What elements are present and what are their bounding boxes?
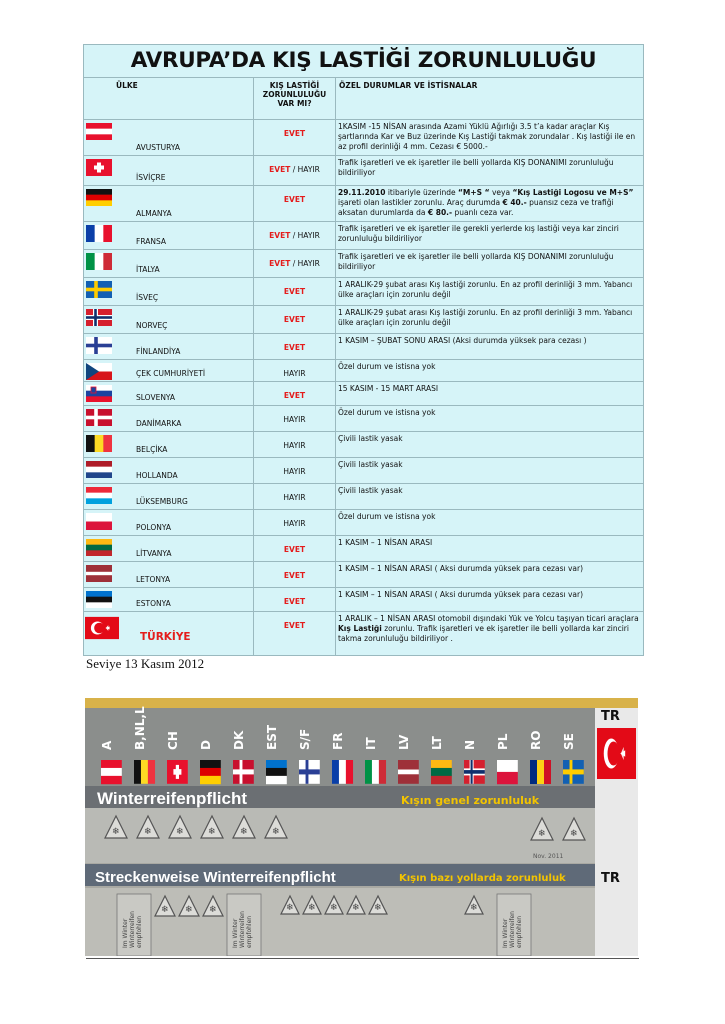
country-cell [84, 562, 254, 588]
flag-estonia-icon [86, 591, 112, 608]
requirement-value: EVET [283, 129, 306, 138]
poster-country-code: EST [265, 724, 279, 750]
table-row [84, 334, 644, 360]
poster-top-strip [85, 698, 638, 708]
country-cell [84, 222, 254, 250]
poster-snow-sign-flake: ❄ [470, 903, 478, 913]
requirement-value: HAYIR [283, 493, 306, 502]
requirement-value: EVET [283, 195, 306, 204]
header-required-line2: ZORUNLULUĞU [262, 90, 327, 99]
poster-snow-sign-flake: ❄ [112, 827, 120, 837]
country-name: SLOVENYA [136, 393, 176, 402]
revision-caption: Seviye 13 Kasım 2012 [86, 656, 205, 671]
requirement-value-alt: HAYIR [297, 231, 320, 240]
table-row [84, 250, 644, 278]
poster-snow-sign-flake: ❄ [570, 829, 578, 839]
poster-sign-text: Im Winter [502, 918, 509, 948]
country-cell [84, 588, 254, 612]
table-row [84, 536, 644, 562]
requirement-value: EVET [283, 545, 306, 554]
notes-cell: 1 ARALIK – 1 NİSAN ARASI otomobil dışındaki Yük ve Yolcu taşıyan ticari araçlara Kış Lastiği zorunlu. Trafik işaretleri ve ek işaretler ile belli yollarda kar zinciri takma zorunluluğu bildiriliyor . [336, 612, 644, 656]
table-row [84, 588, 644, 612]
country-cell [84, 186, 254, 222]
table-row [84, 510, 644, 536]
country-name: ALMANYA [136, 209, 172, 218]
requirement-cell [254, 458, 336, 484]
poster-flag-lithuania-icon [431, 760, 452, 784]
requirement-value: EVET [283, 597, 306, 606]
country-name: LİTVANYA [136, 549, 172, 558]
poster-sign-text: empfohlen [136, 915, 143, 948]
poster-snow-sign-flake: ❄ [352, 903, 360, 913]
poster-flag-italy-icon [365, 760, 386, 784]
poster-flag-france-icon [332, 760, 353, 784]
requirement-cell [254, 432, 336, 458]
poster-country-code: CH [166, 731, 180, 750]
table-row [84, 278, 644, 306]
country-cell [84, 510, 254, 536]
header-notes: ÖZEL DURUMLAR VE İSTİSNALAR [336, 78, 644, 120]
flag-finland-icon [86, 337, 112, 354]
poster-flag-switzerland-icon [167, 760, 188, 784]
notes-cell: Çivili lastik yasak [336, 484, 644, 510]
notes-cell: Özel durum ve istisna yok [336, 406, 644, 432]
poster-flag-turkey-icon [597, 728, 636, 779]
poster-flag-norway-icon [464, 760, 485, 784]
country-cell [84, 306, 254, 334]
poster-sign-text: Winterreifen [509, 911, 516, 948]
notes-cell: Çivili lastik yasak [336, 458, 644, 484]
requirement-cell [254, 510, 336, 536]
poster-country-code: SE [562, 733, 576, 750]
poster-flag-finland-icon [299, 760, 320, 784]
poster-sign-text: empfohlen [246, 915, 253, 948]
country-cell [84, 406, 254, 432]
header-country: ÜLKE [84, 78, 254, 120]
bottom-divider [86, 958, 639, 959]
poster-country-code: PL [496, 733, 510, 750]
requirement-cell [254, 562, 336, 588]
requirement-value: HAYIR [283, 467, 306, 476]
header-required-line1: KIŞ LASTİĞİ [269, 81, 320, 90]
poster-snow-sign-flake: ❄ [161, 905, 169, 915]
country-name: İSVİÇRE [136, 173, 166, 182]
country-name: İTALYA [136, 265, 160, 274]
requirement-value: EVET [283, 391, 306, 400]
poster-country-code: B,NL,L [133, 706, 147, 750]
poster-country-code: S/F [298, 728, 312, 750]
requirement-cell [254, 156, 336, 186]
poster-snow-sign-flake: ❄ [374, 903, 382, 913]
requirement-separator: / [290, 165, 298, 174]
country-name: DANİMARKA [136, 419, 182, 428]
notes-cell: 1 ARALIK-29 şubat arası Kış lastiği zorunlu. En az profil derinliği 3 mm. Yabancı ülke araçları için zorunlu değil [336, 306, 644, 334]
country-name: BELÇİKA [136, 445, 168, 454]
table-row [84, 458, 644, 484]
notes-cell: Özel durum ve istisna yok [336, 360, 644, 382]
poster-flag-latvia-icon [398, 760, 419, 784]
requirement-cell [254, 406, 336, 432]
requirement-cell [254, 588, 336, 612]
flag-lithuania-icon [86, 539, 112, 556]
notes-cell: 1 KASIM – ŞUBAT SONU ARASI (Aksi durumda yüksek para cezası ) [336, 334, 644, 360]
poster-country-code: N [463, 739, 477, 750]
poster-image [85, 698, 638, 956]
poster-country-code: FR [331, 732, 345, 750]
poster-snow-sign-flake: ❄ [185, 905, 193, 915]
requirement-value: EVET [269, 231, 291, 240]
poster-flag-germany-icon [200, 760, 221, 784]
country-name: LÜKSEMBURG [136, 497, 188, 506]
requirement-value: EVET [283, 343, 306, 352]
flag-slovenia-icon [86, 385, 112, 402]
notes-cell: Trafik işaretleri ve ek işaretler ile belli yollarda KIŞ DONANIMI zorunluluğu bildiriliyor [336, 156, 644, 186]
requirement-value: HAYIR [283, 441, 306, 450]
flag-turkey-icon [85, 616, 119, 640]
flag-czech-icon [86, 363, 112, 380]
flag-switzerland-icon [86, 159, 112, 176]
flag-netherlands-icon [86, 461, 112, 478]
notes-cell: 1 KASIM – 1 NİSAN ARASI ( Aksi durumda yüksek para cezası var) [336, 588, 644, 612]
poster-banner-2-tr: Kışın bazı yollarda zorunluluk [399, 873, 566, 884]
poster-flag-denmark-icon [233, 760, 254, 784]
poster-snow-sign-flake: ❄ [176, 827, 184, 837]
requirement-separator: / [290, 259, 298, 268]
requirement-value: EVET [283, 315, 306, 324]
table-row [84, 156, 644, 186]
poster-banner-2-text: Streckenweise Winterreifenpflicht [95, 869, 336, 886]
country-name: HOLLANDA [136, 471, 178, 480]
poster-country-code: IT [364, 737, 378, 750]
requirement-separator: / [290, 231, 298, 240]
requirement-cell [254, 222, 336, 250]
poster-country-code: LT [430, 736, 444, 750]
country-name: İSVEÇ [136, 293, 159, 302]
requirement-value: EVET [269, 259, 291, 268]
table-row [84, 186, 644, 222]
country-cell [84, 536, 254, 562]
requirement-cell [254, 484, 336, 510]
flag-sweden-icon [86, 281, 112, 298]
requirement-cell [254, 250, 336, 278]
poster-snow-sign-flake: ❄ [286, 903, 294, 913]
winter-tire-table [83, 44, 644, 656]
country-name: LETONYA [136, 575, 171, 584]
requirement-cell [254, 306, 336, 334]
country-cell [84, 278, 254, 306]
poster-snow-sign-flake: ❄ [272, 827, 280, 837]
flag-italy-icon [86, 253, 112, 270]
table-row [84, 222, 644, 250]
poster-tr-code-2: TR [601, 871, 620, 886]
poster-country-code: LV [397, 734, 411, 750]
table-row [84, 612, 644, 656]
country-name: ÇEK CUMHURİYETİ [136, 369, 206, 378]
flag-luxembourg-icon [86, 487, 112, 504]
notes-cell: 1 KASIM – 1 NİSAN ARASI ( Aksi durumda yüksek para cezası var) [336, 562, 644, 588]
poster-flag-poland-icon [497, 760, 518, 784]
poster-sign-text: Im Winter [232, 918, 239, 948]
poster-tr-code: TR [601, 709, 620, 724]
requirement-value: HAYIR [283, 415, 306, 424]
poster-snow-sign-flake: ❄ [144, 827, 152, 837]
poster-flag-romania-icon [530, 760, 551, 784]
poster-snow-field [85, 808, 595, 863]
poster-country-code: DK [232, 730, 246, 750]
requirement-value-alt: HAYIR [297, 165, 320, 174]
flag-germany-icon [86, 189, 112, 206]
notes-cell: 1 ARALIK-29 şubat arası Kış lastiği zorunlu. En az profil derinliği 3 mm. Yabancı ülke araçları için zorunlu değil [336, 278, 644, 306]
country-name: TÜRKİYE [140, 631, 191, 643]
poster-credit: Nov. 2011 [533, 853, 564, 860]
requirement-value: EVET [283, 287, 306, 296]
requirement-cell [254, 382, 336, 406]
country-cell [84, 458, 254, 484]
poster-country-code: D [199, 740, 213, 750]
notes-cell: Trafik işaretleri ve ek işaretler ile gerekli yerlerde kış lastiği veya kar zinciri zorunluluğu bildiriliyor [336, 222, 644, 250]
poster-flag-belgium-icon [134, 760, 155, 784]
requirement-value: EVET [283, 571, 306, 580]
country-name: POLONYA [136, 523, 171, 532]
table-row [84, 382, 644, 406]
header-required [254, 78, 336, 120]
notes-cell: 15 KASIM - 15 MART ARASI [336, 382, 644, 406]
poster-flag-estonia-icon [266, 760, 287, 784]
table-row [84, 562, 644, 588]
header-required-line3: VAR MI? [277, 99, 312, 108]
country-name: ESTONYA [136, 599, 171, 608]
poster-flag-sweden-icon [563, 760, 584, 784]
requirement-value: HAYIR [283, 519, 306, 528]
requirement-value: HAYIR [283, 369, 306, 378]
notes-cell: Çivili lastik yasak [336, 432, 644, 458]
country-cell [84, 382, 254, 406]
notes-cell: 1KASIM -15 NİSAN arasında Azami Yüklü Ağırlığı 3.5 t’a kadar araçlar Kış şartlarında Kar ve Buz üzerinde Kış Lastiği takmak zorundalar . Kış lastiği ile en az profil derinliği 4 mm. Cezası € 5000.- [336, 120, 644, 156]
table-row [84, 120, 644, 156]
flag-austria-icon [86, 123, 112, 140]
country-cell [84, 484, 254, 510]
poster-sign-text: Im Winter [122, 918, 129, 948]
poster-snow-sign-flake: ❄ [308, 903, 316, 913]
requirement-cell [254, 120, 336, 156]
requirement-cell [254, 278, 336, 306]
poster-sign-text: Winterreifen [239, 911, 246, 948]
table-row [84, 484, 644, 510]
poster-snow-sign-flake: ❄ [209, 905, 217, 915]
country-cell [84, 120, 254, 156]
notes-cell: 1 KASIM – 1 NİSAN ARASI [336, 536, 644, 562]
flag-poland-icon [86, 513, 112, 530]
country-name: FRANSA [136, 237, 166, 246]
flag-latvia-icon [86, 565, 112, 582]
table-row [84, 360, 644, 382]
country-name: FİNLANDİYA [136, 347, 181, 356]
document-title: AVRUPA’DA KIŞ LASTİĞİ ZORUNLULUĞU [84, 45, 644, 78]
requirement-cell [254, 334, 336, 360]
poster-sign-text: Winterreifen [129, 911, 136, 948]
notes-cell: 29.11.2010 itibariyle üzerinde “M+S “ veya “Kış Lastiği Logosu ve M+S” işareti olan lastikler zorunlu. Araç durumda € 40.- puansız ceza ve trafiği aksatan durumlarda da € 80.- puanlı ceza var. [336, 186, 644, 222]
notes-cell: Özel durum ve istisna yok [336, 510, 644, 536]
table-row [84, 306, 644, 334]
poster-snow-sign-flake: ❄ [538, 829, 546, 839]
requirement-value: EVET [269, 165, 291, 174]
notes-cell: Trafik işaretleri ve ek işaretler ile belli yollarda KIŞ DONANIMI zorunluluğu bildiriliyor [336, 250, 644, 278]
table-row [84, 406, 644, 432]
country-name: AVUSTURYA [136, 143, 180, 152]
country-name: NORVEÇ [136, 321, 168, 330]
poster-snow-sign-flake: ❄ [330, 903, 338, 913]
requirement-cell [254, 612, 336, 656]
requirement-value: EVET [283, 621, 306, 630]
flag-belgium-icon [86, 435, 112, 452]
country-cell [84, 360, 254, 382]
poster-banner-1-tr: Kışın genel zorunluluk [401, 794, 540, 807]
poster-country-code: RO [529, 730, 543, 750]
requirement-value-alt: HAYIR [297, 259, 320, 268]
table-row [84, 432, 644, 458]
poster-snow-sign-flake: ❄ [240, 827, 248, 837]
poster-banner-1-text: Winterreifenpflicht [97, 789, 248, 808]
requirement-cell [254, 360, 336, 382]
poster-country-code: A [100, 740, 114, 750]
country-cell [84, 432, 254, 458]
country-cell [84, 334, 254, 360]
poster-sign-text: empfohlen [516, 915, 523, 948]
poster-graphic [85, 698, 638, 956]
country-cell [84, 612, 254, 656]
flag-norway-icon [86, 309, 112, 326]
country-cell [84, 250, 254, 278]
poster-flag-austria-icon [101, 760, 122, 784]
flag-denmark-icon [86, 409, 112, 426]
requirement-cell [254, 536, 336, 562]
country-cell [84, 156, 254, 186]
flag-france-icon [86, 225, 112, 242]
requirement-cell [254, 186, 336, 222]
poster-snow-sign-flake: ❄ [208, 827, 216, 837]
